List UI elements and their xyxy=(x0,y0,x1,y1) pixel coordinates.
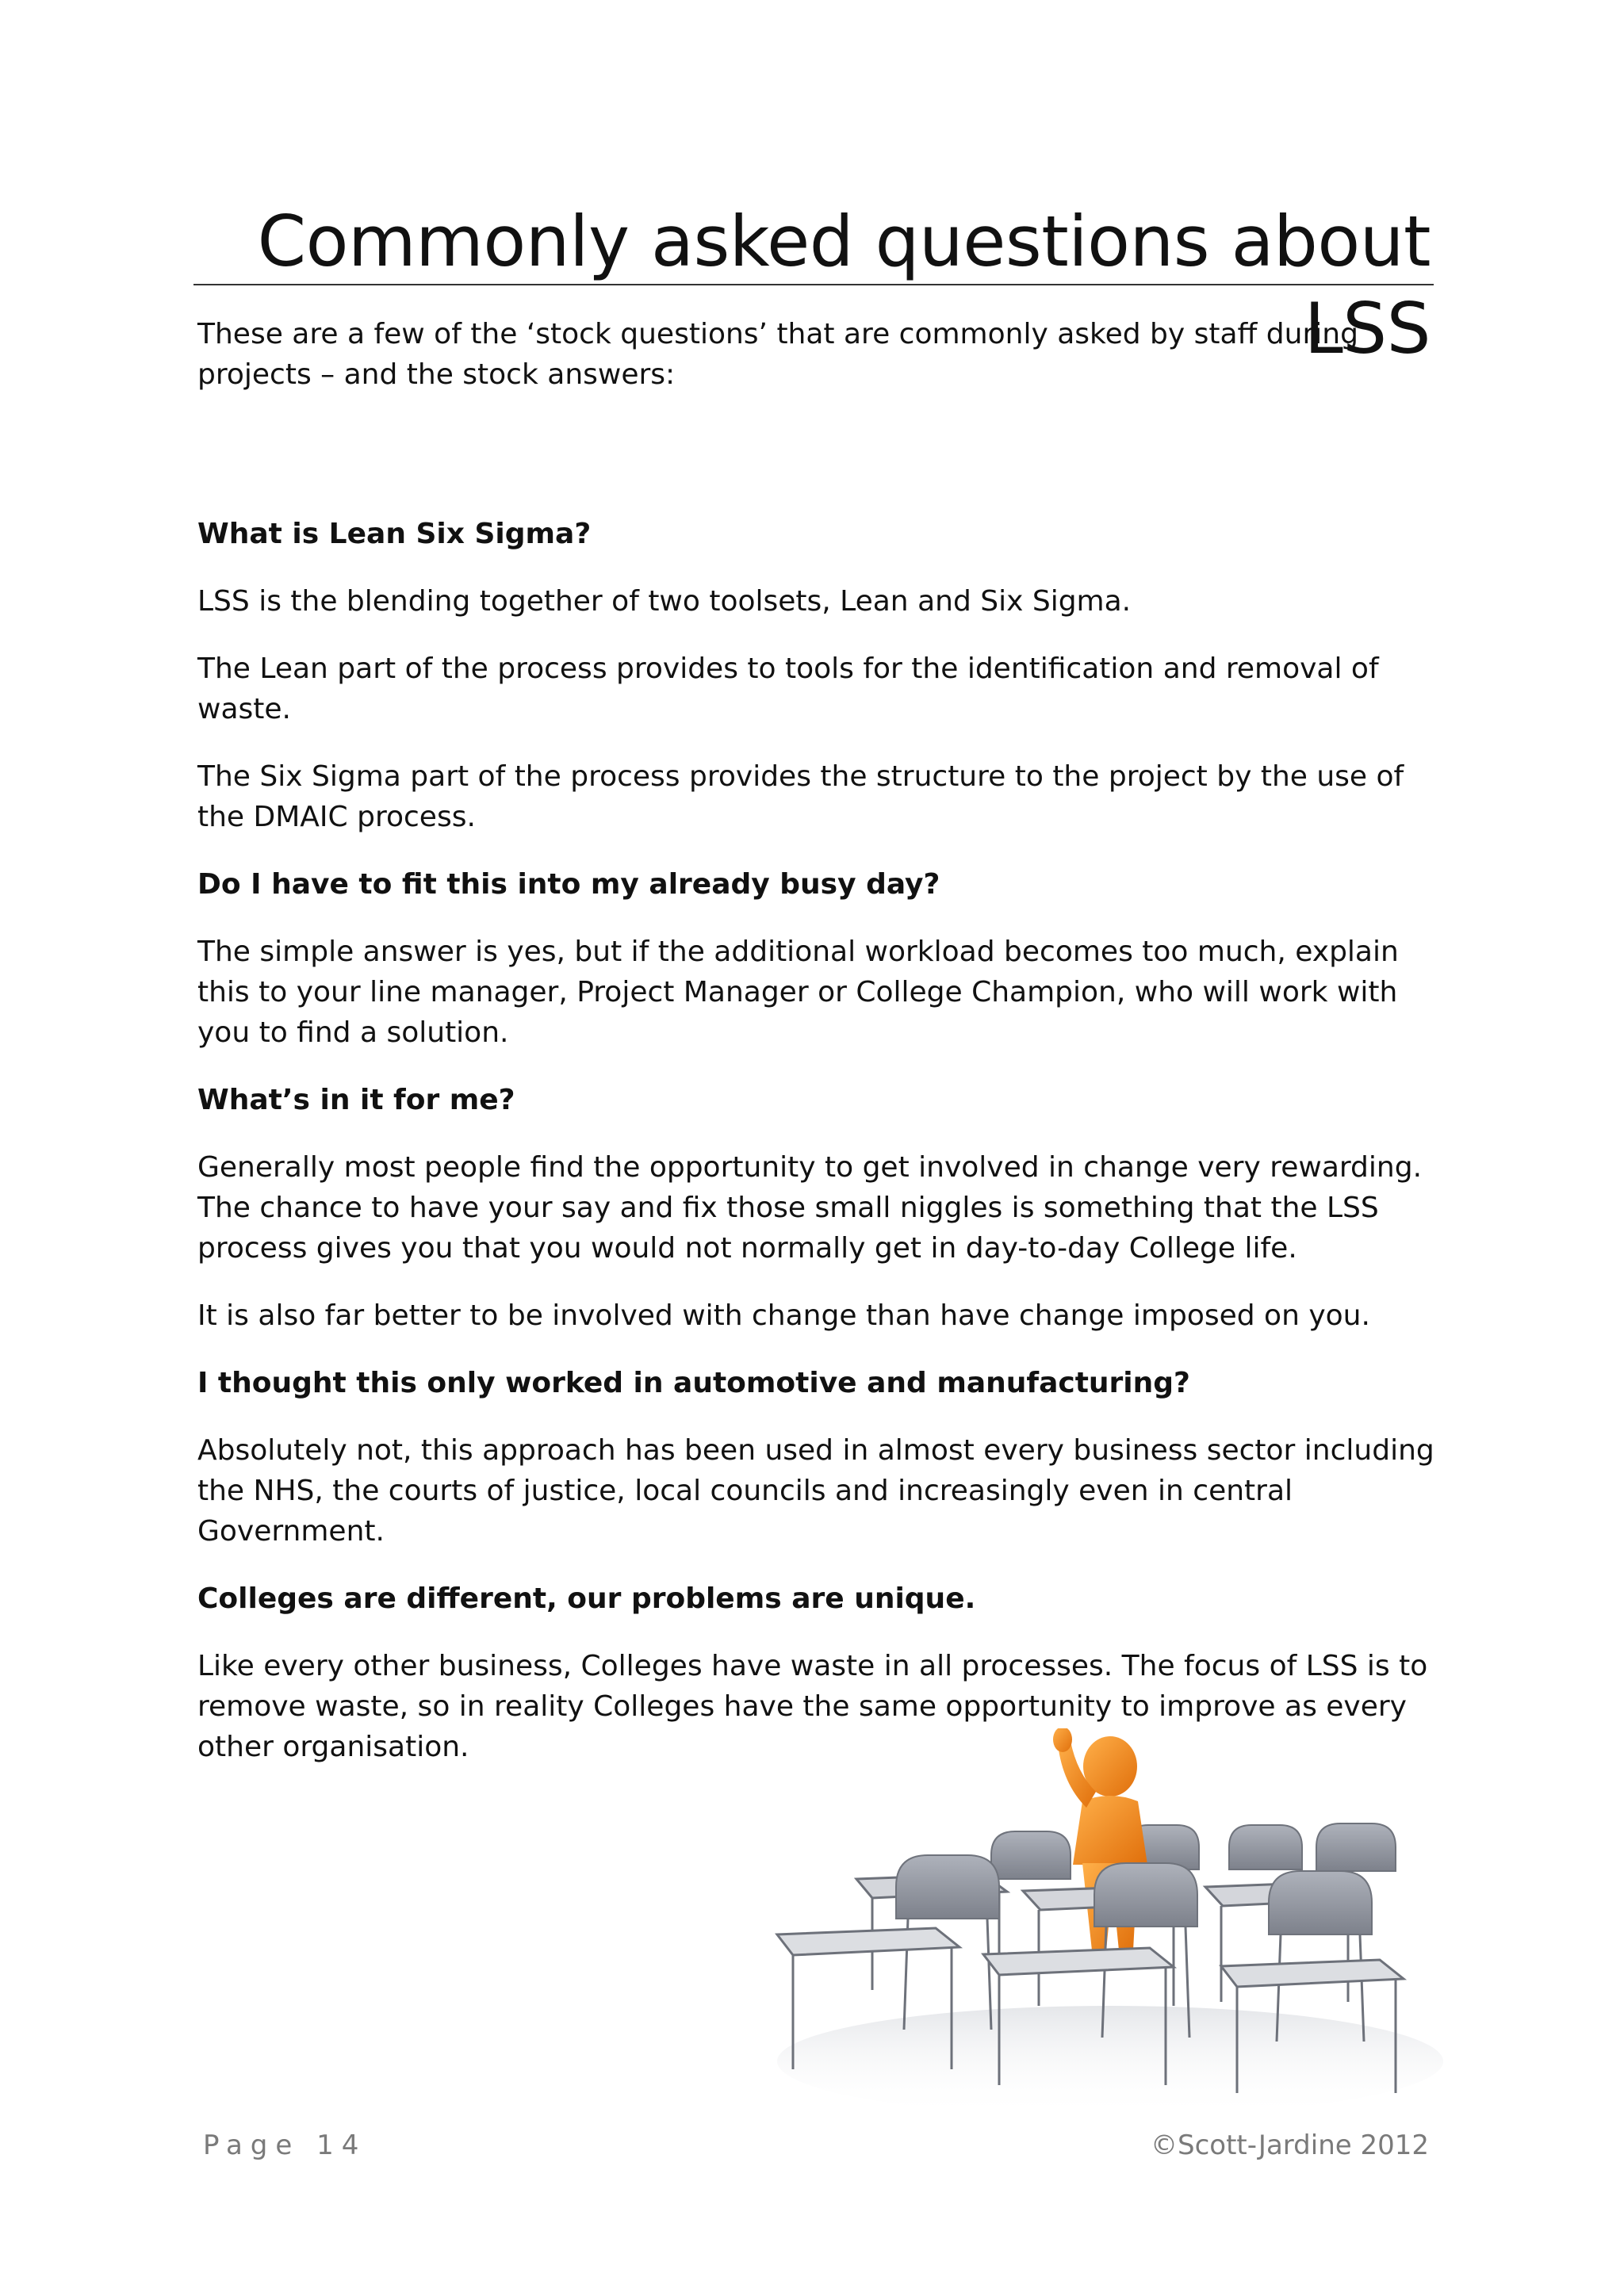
faq-answer: It is also far better to be involved with change than have change imposed on you. xyxy=(197,1299,1370,1332)
faq-answer: Like every other business, Colleges have waste in all processes. The focus of LSS is to remove waste, so in reality Colleges have the same opportunity to improve as every other organisation. xyxy=(197,1650,1428,1763)
faq-answer: The Lean part of the process provides to tools for the identification and removal of waste. xyxy=(197,652,1379,725)
faq-question: What is Lean Six Sigma? xyxy=(197,518,592,550)
faq-question: I thought this only worked in automotive and manufacturing? xyxy=(197,1367,1190,1399)
faq-question: Do I have to fit this into my already busy day? xyxy=(197,868,940,901)
document-body xyxy=(197,314,1434,1794)
faq-question: Colleges are different, our problems are unique. xyxy=(197,1582,976,1615)
page-title: Commonly asked questions about LSS xyxy=(257,201,1431,369)
faq-answer: Absolutely not, this approach has been used in almost every business sector including the NHS, the courts of justice, local councils and increasingly even in central Government. xyxy=(197,1434,1434,1548)
faq-answer: The Six Sigma part of the process provides the structure to the project by the use of the DMAIC process. xyxy=(197,760,1404,833)
faq-answer: LSS is the blending together of two toolsets, Lean and Six Sigma. xyxy=(197,585,1132,618)
page-number: Page 14 xyxy=(203,2130,367,2161)
faq-question: What’s in it for me? xyxy=(197,1084,515,1116)
faq-answer: The simple answer is yes, but if the additional workload becomes too much, explain this to your line manager, Project Manager or College Champion, who will work with you to find a solution. xyxy=(197,936,1399,1049)
faq-answer: Generally most people find the opportunity to get involved in change very rewarding. The chance to have your say and fix those small niggles is something that the LSS process gives you that you would not normally get in day-to-day College life. xyxy=(197,1151,1423,1265)
copyright-notice: ©Scott-Jardine 2012 xyxy=(1151,2130,1429,2161)
title-divider xyxy=(193,284,1434,285)
intro-paragraph: These are a few of the ‘stock questions’ that are commonly asked by staff during projects – and the stock answers: xyxy=(197,318,1358,391)
classroom-figure-raising-hand-icon xyxy=(761,1728,1459,2125)
